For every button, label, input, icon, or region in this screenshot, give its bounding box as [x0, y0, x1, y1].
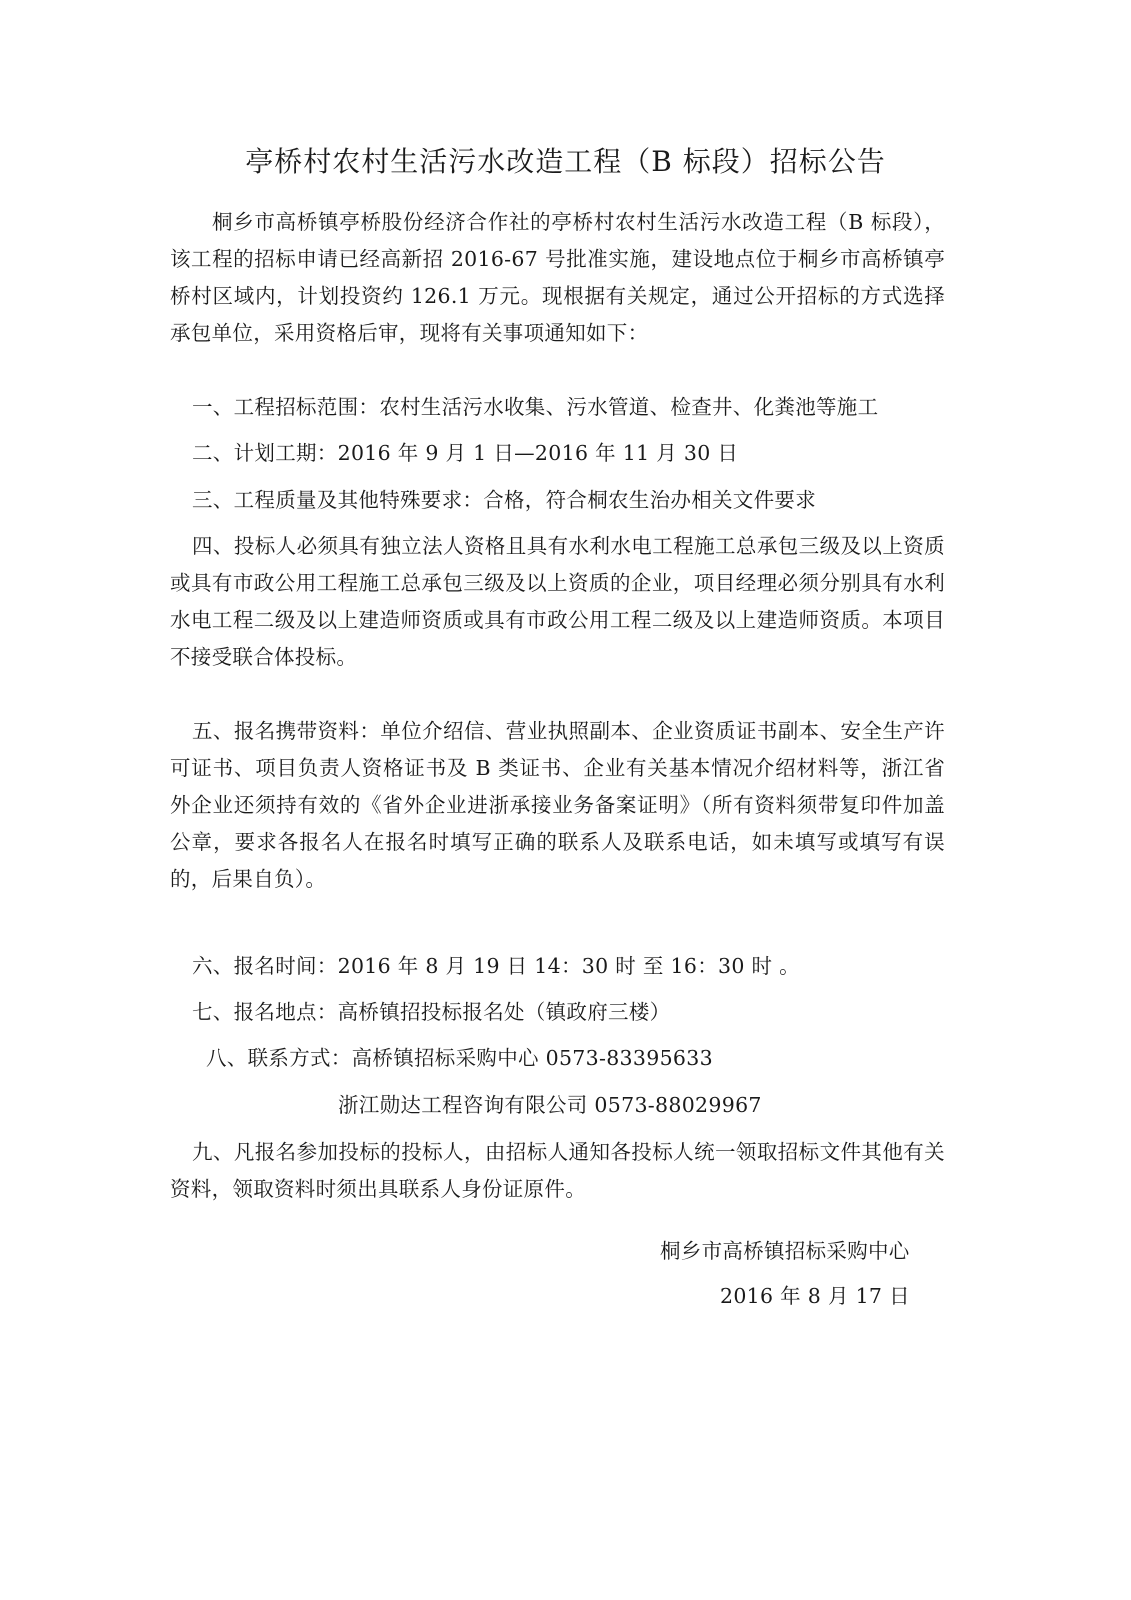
item-quality: 三、工程质量及其他特殊要求：合格，符合桐农生治办相关文件要求 [192, 488, 816, 512]
item-registration-time: 六、报名时间：2016 年 8 月 19 日 14：30 时 至 16：30 时 。 [192, 954, 800, 978]
item-schedule: 二、计划工期：2016 年 9 月 1 日—2016 年 11 月 30 日 [192, 441, 739, 465]
item-contact-second: 浙江勋达工程咨询有限公司 0573-88029967 [338, 1093, 762, 1117]
item-materials: 五、报名携带资料：单位介绍信、营业执照副本、企业资质证书副本、安全生产许可证书、项目负责人资格证书及 B 类证书、企业有关基本情况介绍材料等，浙江省外企业还须持有效的《省外企业进浙承接业务备案证明》（所有资料须带复印件加盖公章，要求各报名人在报名时填写正确的联系人及联系电话，如未填写或填写有误的，后果自负）。 [170, 719, 945, 891]
item-contact: 八、联系方式：高桥镇招标采购中心 0573-83395633 [206, 1046, 713, 1070]
item-scope: 一、工程招标范围：农村生活污水收集、污水管道、检查井、化粪池等施工 [192, 395, 879, 419]
signature-org: 桐乡市高桥镇招标采购中心 [660, 1239, 910, 1263]
signature-date: 2016 年 8 月 17 日 [720, 1284, 910, 1308]
item-qualification: 四、投标人必须具有独立法人资格且具有水利水电工程施工总承包三级及以上资质或具有市政公用工程施工总承包三级及以上资质的企业，项目经理必须分别具有水利水电工程二级及以上建造师资质或具有市政公用工程二级及以上建造师资质。本项目不接受联合体投标。 [170, 534, 945, 669]
item-registration-place: 七、报名地点：高桥镇招投标报名处（镇政府三楼） [192, 1000, 671, 1024]
intro-paragraph: 桐乡市高桥镇亭桥股份经济合作社的亭桥村农村生活污水改造工程（B 标段），该工程的招标申请已经高新招 2016-67 号批准实施，建设地点位于桐乡市高桥镇亭桥村区域内，计划投资约 126.1 万元。现根据有关规定，通过公开招标的方式选择承包单位，采用资格后审，现将有关事项通知如下： [170, 210, 945, 345]
document-title: 亭桥村农村生活污水改造工程（B 标段）招标公告 [245, 145, 886, 178]
item-notice: 九、凡报名参加投标的投标人，由招标人通知各投标人统一领取招标文件其他有关资料，领取资料时须出具联系人身份证原件。 [170, 1140, 945, 1201]
